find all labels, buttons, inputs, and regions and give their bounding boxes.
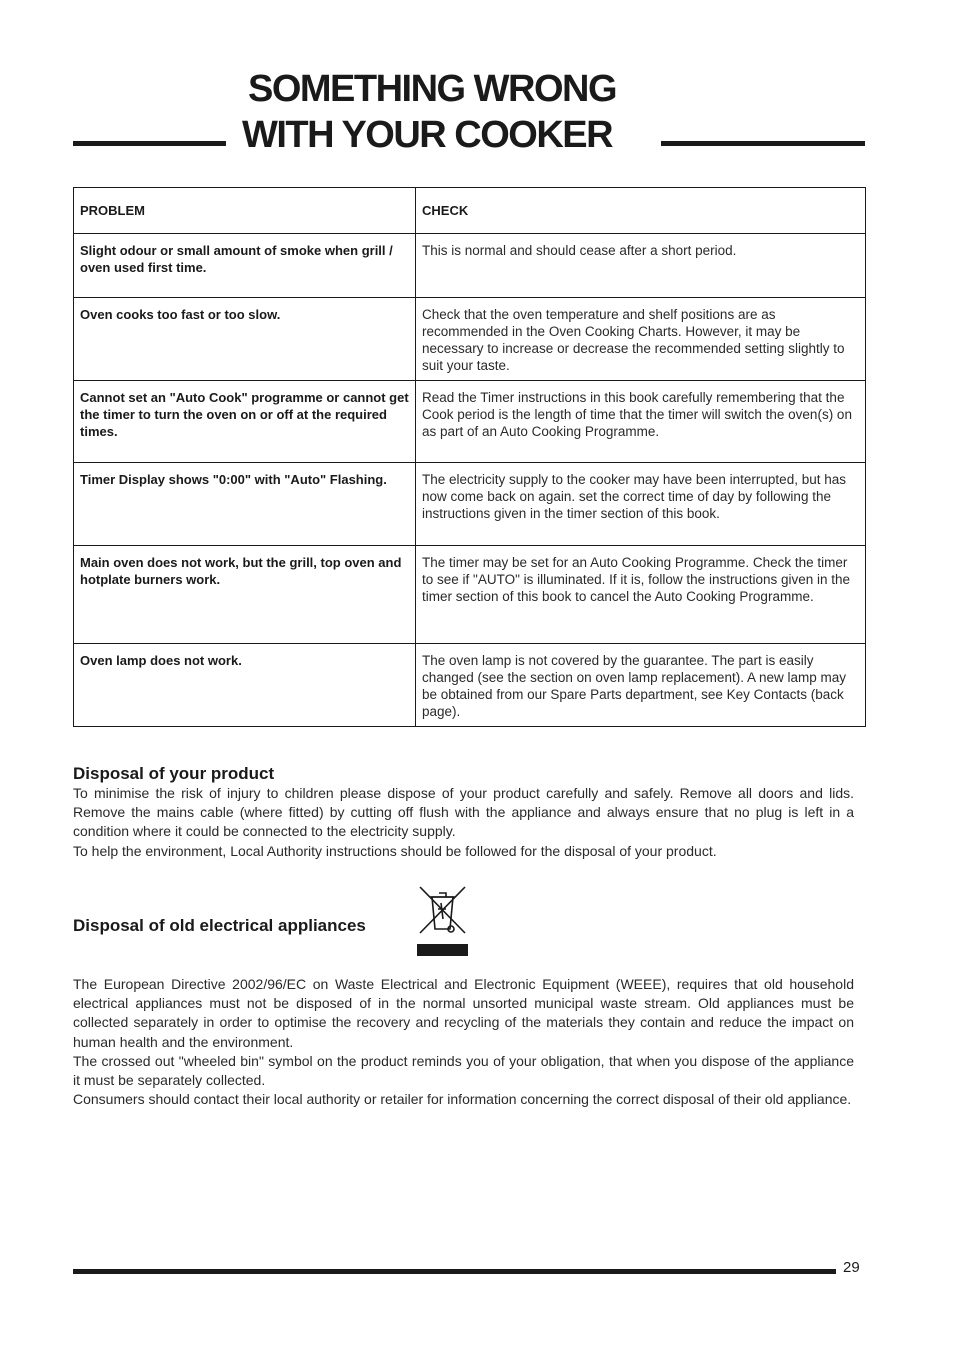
problem-cell: Slight odour or small amount of smoke when grill / oven used first time. <box>74 234 416 298</box>
problem-cell: Oven cooks too fast or too slow. <box>74 298 416 381</box>
disposal-text <box>73 784 854 861</box>
disposal-paragraph-1: To minimise the risk of injury to children please dispose of your product carefully and safely. Remove all doors and lids. Remove the mains cable (where fitted) by cutting off flush with the appliance and always ensure that no plug is left in a condition where it could be connected to the electricity supply. <box>73 785 854 840</box>
table-row <box>74 234 866 298</box>
weee-heading: Disposal of old electrical appliances <box>73 916 366 935</box>
check-cell: The oven lamp is not covered by the guarantee. The part is easily changed (see the section on oven lamp replacement). A new lamp may be obtained from our Spare Parts department, see Key Contacts (back page). <box>416 644 866 727</box>
weee-text <box>73 975 854 1109</box>
weee-paragraph-1: The European Directive 2002/96/EC on Waste Electrical and Electronic Equipment (WEEE), requires that old household electrical appliances must not be disposed of in the normal unsorted municipal waste stream. Old appliances must be collected separately in order to optimise the recovery and recycling of the materials they contain and reduce the impact on human health and the environment. <box>73 976 854 1050</box>
check-cell: The electricity supply to the cooker may have been interrupted, but has now come back on again. set the correct time of day by following the instructions given in the timer section of this book. <box>416 463 866 546</box>
page-title-line-1: SOMETHING WRONG <box>248 68 617 110</box>
page-number: 29 <box>843 1259 860 1276</box>
check-cell: Read the Timer instructions in this book carefully remembering that the Cook period is the length of time that the timer will switch the oven(s) on as part of an Auto Cooking Programme. <box>416 381 866 463</box>
crossed-out-wheeled-bin-icon <box>416 883 469 957</box>
page-title-line-2: WITH YOUR COOKER <box>242 114 613 156</box>
weee-paragraph-2: The crossed out "wheeled bin" symbol on the product reminds you of your obligation, that when you dispose of the appliance it must be separately collected. <box>73 1052 854 1089</box>
footer-rule <box>73 1269 836 1274</box>
problem-cell: Timer Display shows "0:00" with "Auto" Flashing. <box>74 463 416 546</box>
column-header-problem: PROBLEM <box>74 188 416 234</box>
check-cell: Check that the oven temperature and shelf positions are as recommended in the Oven Cooking Charts. However, it may be necessary to increase or decrease the recommended setting slightly to suit your taste. <box>416 298 866 381</box>
table-row <box>74 381 866 463</box>
check-cell: The timer may be set for an Auto Cooking Programme. Check the timer to see if "AUTO" is illuminated. If it is, follow the instructions given in the timer section of this book to cancel the Auto Cooking Programme. <box>416 546 866 644</box>
weee-paragraph-3: Consumers should contact their local authority or retailer for information concerning the correct disposal of their old appliance. <box>73 1091 852 1108</box>
title-rule-right <box>661 141 865 146</box>
check-cell: This is normal and should cease after a short period. <box>416 234 866 298</box>
disposal-heading: Disposal of your product <box>73 764 275 783</box>
problem-cell: Cannot set an "Auto Cook" programme or cannot get the timer to turn the oven on or off at the required times. <box>74 381 416 463</box>
problem-cell: Main oven does not work, but the grill, top oven and hotplate burners work. <box>74 546 416 644</box>
table-row <box>74 644 866 727</box>
troubleshooting-table <box>73 187 866 727</box>
problem-cell: Oven lamp does not work. <box>74 644 416 727</box>
table-header-row <box>74 188 866 234</box>
disposal-paragraph-2: To help the environment, Local Authority instructions should be followed for the disposal of your product. <box>73 842 717 859</box>
table-row <box>74 463 866 546</box>
table-row <box>74 298 866 381</box>
table-row <box>74 546 866 644</box>
column-header-check: CHECK <box>416 188 866 234</box>
title-rule-left <box>73 141 226 146</box>
